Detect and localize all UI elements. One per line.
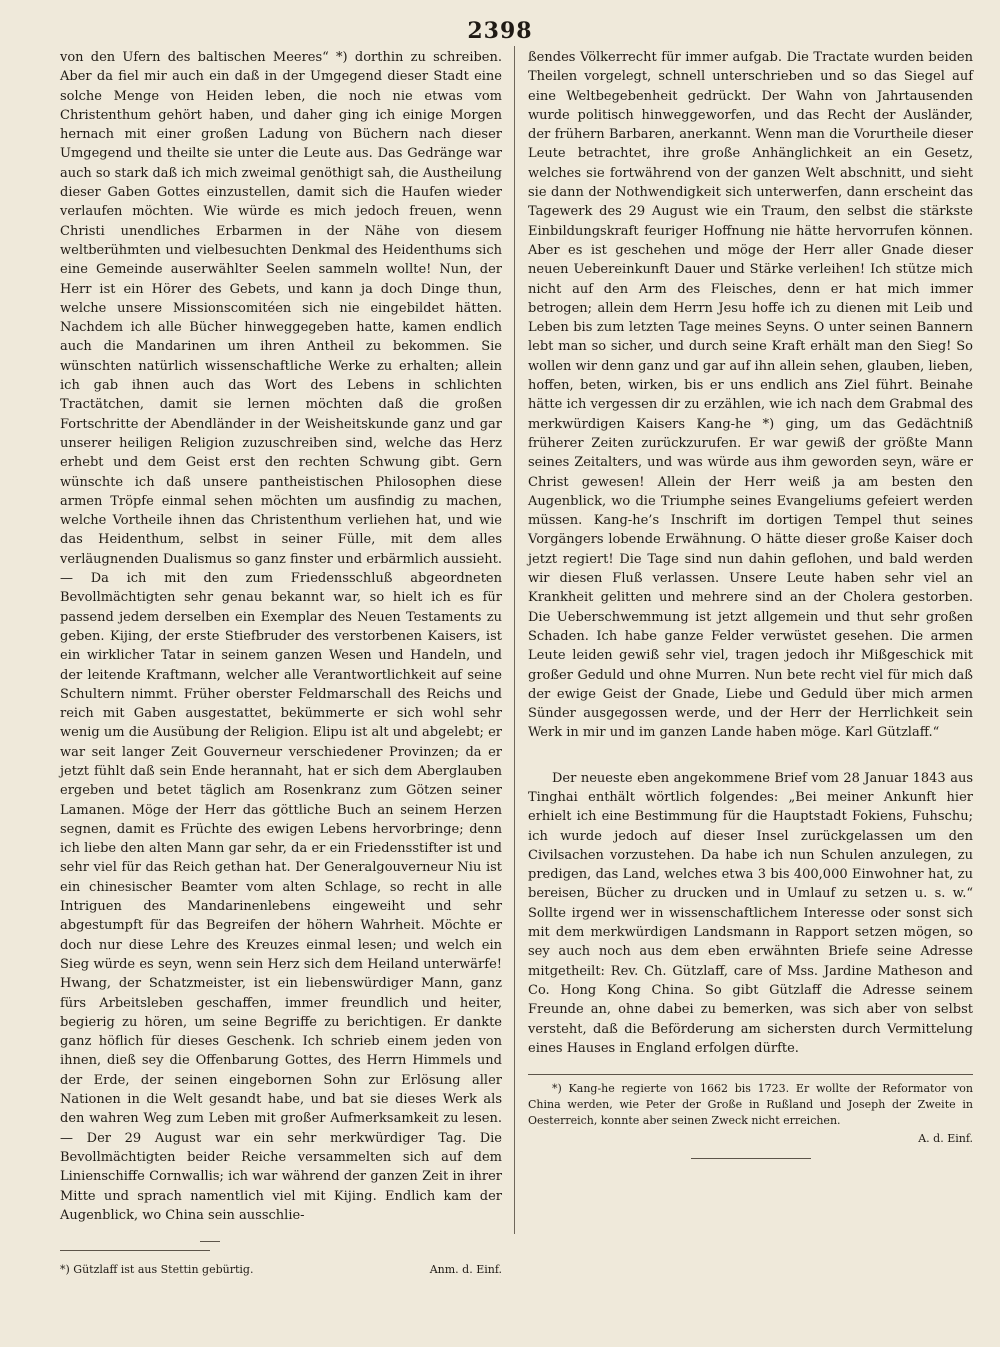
page-number: 2398 <box>467 18 533 44</box>
left-column-end-rule <box>200 1241 220 1242</box>
footnote-guetzlaff <box>60 1262 502 1278</box>
right-column-paragraph-2: Der neueste eben angekommene Brief vom 28 Januar 1843 aus Tinghai enthält wörtlich folgendes: „Bei meiner Ankunft hier erhielt ich eine Bestimmung für die Hauptstadt Fokiens, Fuhschu; ich wurde jedoch auf dieser Insel zurückgelassen um den Civilsachen vorzustehen. Da habe ich nun Schulen anzulegen, zu predigen, das Land, welches etwa 3 bis 400,000 Einwohner hat, zu bereisen, Bücher zu drucken und in Umlauf zu setzen u. s. w.“ Sollte irgend wer in wissenschaftlichem Interesse oder sonst sich mit dem merkwürdigen Landsmann in Rapport setzen mögen, so sey auch noch aus dem eben erwähnten Briefe seine Adresse mitgetheilt: Rev. Ch. Gützlaff, care of Mss. Jardine Matheson and Co. Hong Kong China. So gibt Gützlaff die Adresse seinem Freunde an, ohne dabei zu bemerken, was sich aber von selbst versteht, daß die Beförderung am sichersten durch Vermittelung eines Hauses in England erfolgen dürfte. <box>528 770 973 1056</box>
left-column <box>60 48 502 1225</box>
right-column-paragraph-1: ßendes Völkerrecht für immer aufgab. Die Tractate wurden beiden Theilen vorgelegt, schnell unterschrieben und so das Siegel auf eine Weltbegebenheit gedrückt. Der Wahn von Jahrtausenden wurde politisch hinweggeworfen, und das Recht der Ausländer, der frühern Barbaren, anerkannt. Wenn man die Vorurtheile dieser Leute betrachtet, ihre große Anhänglichkeit an ein Gesetz, welches sie fortwährend von der ganzen Welt abschnitt, und sieht sie dann der Nothwendigkeit sich unterwerfen, dann erscheint das Tagewerk des 29 August wie ein Traum, den selbst die stärkste Einbildungskraft feuriger Hoffnung nie hätte hervorrufen können. Aber es ist geschehen und möge der Herr aller Gnade dieser neuen Uebereinkunft Dauer und Stärke verleihen! Ich stütze mich nicht auf den Arm des Fleisches, denn er hat mich immer betrogen; allein dem Herrn Jesu hoffe ich zu dienen mit Leib und Leben bis zum letzten Tage meines Seyns. O unter seinen Bannern lebt man so sicher, und durch seine Kraft erhält man den Sieg! So wollen wir denn ganz und gar auf ihn allein sehen, glauben, lieben, hoffen, beten, wirken, bis er uns endlich ans Ziel führt. Beinahe hätte ich vergessen dir zu erzählen, wie ich nach dem Grabmal des merkwürdigen Kaisers Kang-he *) ging, um das Gedächtniß früherer Zeiten zurückzurufen. Er war gewiß der größte Mann seines Zeitalters, und was würde aus ihm geworden seyn, wäre er Christ gewesen! Allein der Herr weiß ja am besten den Augenblick, wo die Triumphe seines Evangeliums gefeiert werden müssen. Kang-he’s Inschrift im dortigen Tempel thut seines Vorgängers lobende Erwähnung. O hätte dieser große Kaiser doch jetzt regiert! Die Tage sind nun dahin geflohen, und bald werden wir diesen Fluß verlassen. Unsere Leute haben sehr viel an Krankheit gelitten und mehrere sind an der Cholera gestorben. Die Ueberschwemmung ist jetzt allgemein und thut sehr großen Schaden. Ich habe ganze Felder verwüstet gesehen. Die armen Leute leiden gewiß sehr viel, tragen jedoch ihr Mißgeschick mit großer Geduld und ohne Murren. Nun bete recht viel für mich daß der ewige Geist der Gnade, Liebe und Geduld über mich armen Sünder ausgegossen werde, und der Herr der Herrlichkeit sein Werk in mir und im ganzen Lande haben möge. Karl Gützlaff.“ <box>528 50 973 741</box>
column-divider <box>514 46 515 1234</box>
right-column <box>528 48 973 1169</box>
footnote-guetzlaff-text: *) Gützlaff ist aus Stettin gebürtig. <box>60 1263 254 1276</box>
footnote-kang-he-sign: A. d. Einf. <box>918 1132 973 1146</box>
footnote-guetzlaff-sign: Anm. d. Einf. <box>429 1263 502 1276</box>
footnote-separator <box>528 1074 973 1075</box>
footnote-kang-he: *) Kang-he regierte von 1662 bis 1723. Er wollte der Reformator von China werden, wie Peter der Große in Rußland und Joseph der Zweite in Oesterreich, konnte aber seinen Zweck nicht erreichen. <box>528 1082 973 1128</box>
left-column-text: von den Ufern des baltischen Meeres“ *) dorthin zu schreiben. Aber da fiel mir auch ein daß in der Umgegend dieser Stadt eine solche Menge von Heiden leben, die noch nie etwas vom Christenthum gehört haben, und daher ging ich einige Morgen hernach mit einer großen Ladung von Büchern nach dieser Umgegend und theilte sie unter die Leute aus. Das Gedränge war auch so stark daß ich mich zweimal genöthigt sah, die Austheilung dieser Gaben Gottes einzustellen, damit sich die Haufen wieder verlaufen möchten. Wie würde es mich jedoch freuen, wenn Christi unendliches Erbarmen in der Nähe von diesem weltberühmten und vielbesuchten Denkmal des Heidenthums sich eine Gemeinde auserwählter Seelen sammeln wollte! Nun, der Herr ist ein Hörer des Gebets, und kann ja doch Dinge thun, welche unsere Missionscomitéen sich nie eingebildet hätten. Nachdem ich alle Bücher hinweggegeben hatte, kamen endlich auch die Mandarinen um ihren Antheil zu bekommen. Sie wünschten natürlich wissenschaftliche Werke zu erhalten; allein ich gab ihnen auch das Wort des Lebens in schlichten Tractätchen, damit sie lernen möchten daß die großen Fortschritte der Abendländer in der Weisheitskunde ganz und gar unserer heiligen Religion zuzuschreiben sind, welche das Herz erhebt und dem Geist erst den rechten Schwung gibt. Gern wünschte ich daß unsere pantheistischen Philosophen diese armen Tröpfe einmal sehen möchten um ausfindig zu machen, welche Vortheile ihnen das Christenthum verliehen hat, und wie das Heidenthum, selbst in seiner Fülle, mit dem alles verläugnenden Dualismus so ganz finster und erbärmlich aussieht. — Da ich mit den zum Friedensschluß abgeordneten Bevollmächtigten sehr genau bekannt war, so hielt ich es für passend jedem derselben ein Exemplar des Neuen Testaments zu geben. Kijing, der erste Stiefbruder des verstorbenen Kaisers, ist ein wirklicher Tatar in seinem ganzen Wesen und Handeln, und der leitende Kraftmann, welcher alle Verantwortlichkeit auf seine Schultern nimmt. Früher oberster Feldmarschall des Reichs und reich mit Gaben ausgestattet, bekümmerte er sich wohl sehr wenig um die Ausübung der Religion. Elipu ist alt und abgelebt; er war seit langer Zeit Gouverneur verschiedener Provinzen; da er jetzt fühlt daß sein Ende herannaht, hat er sich dem Aberglauben ergeben und betet täglich am Rosenkranz zum Götzen seiner Lamanen. Möge der Herr das göttliche Buch an seinem Herzen segnen, damit es Früchte des ewigen Lebens hervorbringe; denn ich liebe den alten Mann gar sehr, da er ein Friedensstifter ist und sehr viel für das Reich gethan hat. Der Generalgouverneur Niu ist ein chinesischer Beamter vom alten Schlage, so recht in alle Intriguen des Mandarinenlebens eingeweiht und sehr abgestumpft für das Begreifen der höhern Wahrheit. Möchte er doch nur diese Lehre des Kreuzes einmal lesen; und welch ein Sieg würde es seyn, wenn sein Herz sich dem Heiland unterwärfe! Hwang, der Schatzmeister, ist ein liebenswürdiger Mann, ganz fürs Arbeitsleben geschaffen, immer freundlich und heiter, begierig zu hören, um seine Begriffe zu berichtigen. Er dankte ganz höflich für dieses Geschenk. Ich schrieb einem jeden von ihnen, dieß sey die Offenbarung Gottes, des Herrn Himmels und der Erde, der seinen eingebornen Sohn zur Erlösung aller Nationen in die Welt gesandt habe, und bat sie dieses Werk als den wahren Weg zum Leben mit großer Aufmerksamkeit zu lesen. — Der 29 August war ein sehr merkwürdiger Tag. Die Bevollmächtigten beider Reiche versammelten sich auf dem Linienschiffe Cornwallis; ich war während der ganzen Zeit in ihrer Mitte und sprach namentlich viel mit Kijing. Endlich kam der Augenblick, wo China sein ausschlie- <box>60 50 502 1223</box>
left-footnote-separator <box>60 1250 210 1251</box>
end-rule <box>691 1158 811 1159</box>
